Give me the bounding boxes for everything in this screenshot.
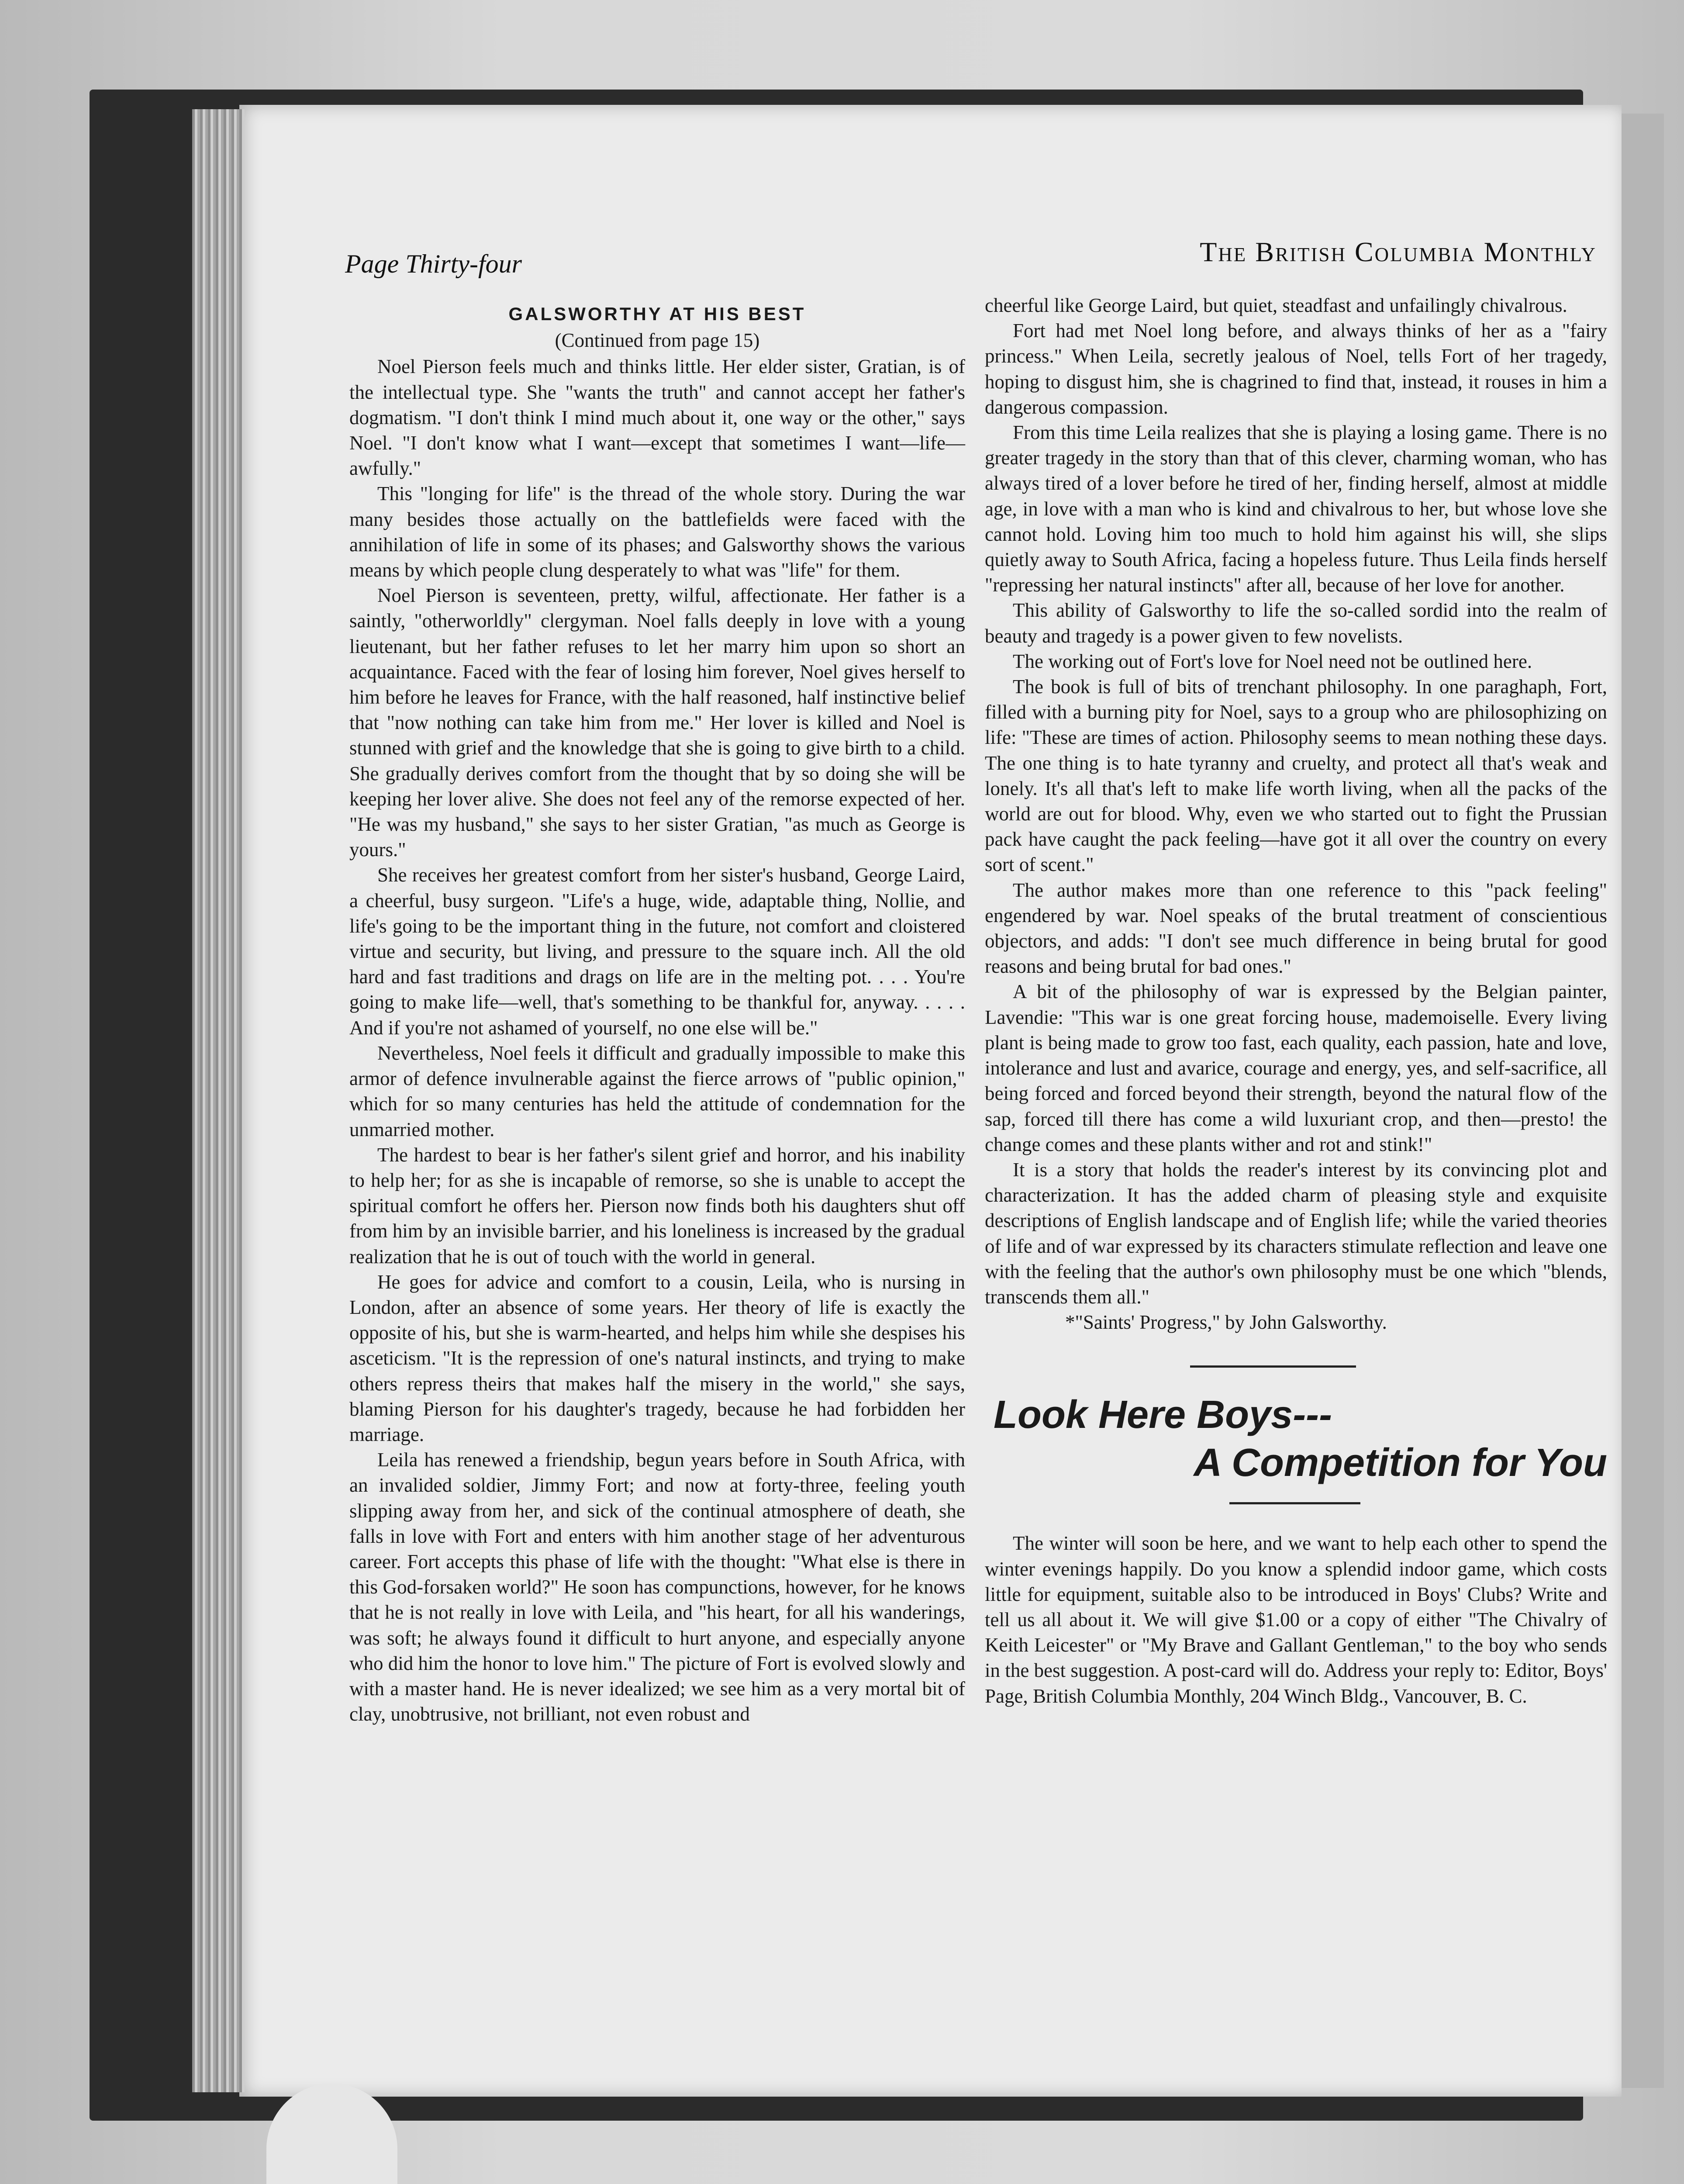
- paragraph: The author makes more than one reference to this "pack feeling" engendered by war. Noel speaks of the brutal treatment of conscientious objectors, and adds: "I don't see much difference in being brutal for good reasons and being brutal for bad ones.": [985, 879, 1607, 978]
- page-number-heading: Page Thirty-four: [345, 249, 522, 278]
- publication-title: The British Columbia Monthly: [1200, 236, 1597, 267]
- heading-underline: [1229, 1502, 1360, 1504]
- paragraph: A bit of the philosophy of war is expressed by the Belgian painter, Lavendie: "This war is one great forcing house, mademoiselle. Every living plant is being made to grow too fast, each quality, each passion, hate and love, intolerance and lust and avarice, courage and energy, yes, and self-sacrifice, all being forced and forced beyond their strength, beyond the natural flow of the sap, forced till there has come a wild luxuriant crop, and then—presto! the change comes and these plants wither and rot and stink!": [985, 981, 1607, 1155]
- paragraph-continuation: cheerful like George Laird, but quiet, steadfast and unfailingly chivalrous.: [985, 294, 1567, 316]
- paragraph: She receives her greatest comfort from her sister's husband, George Laird, a cheerful, busy surgeon. "Life's a huge, wide, adaptable thing, Nollie, and life's going to be the important thing in the future, not comfort and cloistered virtue and security, but living, and pressure to the square inch. All the old hard and fast traditions and drags on life are in the melting pot. . . . You're going to make life—well, that's something to be thankful for, anyway. . . . . And if you're not ashamed of yourself, no one else will be.": [349, 864, 965, 1039]
- paragraph: The working out of Fort's love for Noel need not be outlined here.: [1013, 650, 1532, 672]
- paragraph: This "longing for life" is the thread of the whole story. During the war many besides those actually on the battlefields were faced with the annihilation of life in some of its phases; and Galsworthy shows the various means by which people clung desperately to what was "life" for them.: [349, 483, 965, 581]
- competition-heading-line1: Look Here Boys---: [994, 1393, 1332, 1437]
- article-title: GALSWORTHY AT HIS BEST: [508, 304, 806, 324]
- paragraph: Leila has renewed a friendship, begun years before in South Africa, with an invalided soldier, Jimmy Fort; and now at forty-three, feeling youth slipping away from her, and sick of the continual atmosphere of death, she falls in love with Fort and enters with him another stage of her adventurous career. Fort accepts this phase of life with the thought: "What else is there in this God-forsaken world?" He soon has compunctions, however, for he knows that he is not really in love with Leila, and "his heart, for all his wanderings, was soft; he always found it difficult to hurt anyone, and especially anyone who did him the honor to love him." The picture of Fort is evolved slowly and with a master hand. He is never idealized; we see him as a very mortal bit of clay, unobtrusive, not brilliant, not even robust and: [349, 1449, 965, 1725]
- footnote: *"Saints' Progress," by John Galsworthy.: [1065, 1311, 1387, 1334]
- competition-body: The winter will soon be here, and we want to help each other to spend the winter evenings happily. Do you know a splendid indoor game, which costs little for equipment, suitable also to be introduced in Boys' Clubs? Write and tell us all about it. We will give $1.00 or a copy of either "The Chivalry of Keith Leicester" or "My Brave and Gallant Gentleman," to the boy who sends in the best suggestion. A post-card will do. Address your reply to: Editor, Boys' Page, British Columbia Monthly, 204 Winch Bldg., Vancouver, B. C.: [985, 1532, 1607, 1707]
- paragraph: Fort had met Noel long before, and always thinks of her as a "fairy princess." When Leila, secretly jealous of Noel, tells Fort of her tragedy, hoping to disgust him, she is chagrined to find that, instead, it rouses in him a dangerous compassion.: [985, 320, 1607, 418]
- continued-note: (Continued from page 15): [555, 329, 760, 352]
- competition-heading-line2: A Competition for You: [1194, 1441, 1607, 1485]
- page-edges: [192, 109, 245, 2092]
- paragraph: From this time Leila realizes that she is playing a losing game. There is no greater tragedy in the story than that of this clever, charming woman, who has always tired of a lover before he tired of her, finding herself, almost at middle age, in love with a man who is kind and chivalrous to her, but whose love she cannot hold. Loving him too much to hold him against his will, she slips quietly away to South Africa, facing a hopeless future. Thus Leila finds herself "repressing her natural instincts" after all, because of her love for another.: [985, 422, 1607, 596]
- paragraph: Noel Pierson feels much and thinks little. Her elder sister, Gratian, is of the intellectual type. She "wants the truth" and cannot accept her father's dogmatism. "I don't think I mind much about it, one way or the other," says Noel. "I don't know what I want—except that sometimes I want—life—awfully.": [349, 356, 965, 480]
- paragraph: The book is full of bits of trenchant philosophy. In one paraghaph, Fort, filled with a burning pity for Noel, says to a group who are philosophizing on life: "These are times of action. Philosophy seems to mean nothing these days. The one thing is to hate tyranny and cruelty, and protect all that's weak and lonely. It's all that's left to make life worth living, when all the packs of the world are out for blood. Why, even we who started out to fight the Prussian pack have caught the pack feeling—have got it all over the country on every sort of scent.": [985, 676, 1607, 876]
- right-column: [985, 293, 1607, 1709]
- paragraph: It is a story that holds the reader's interest by its convincing plot and characterization. It has the added charm of pleasing style and exquisite descriptions of English landscape and of English life; while the varied theories of life and of war expressed by its characters stimulate reflection and leave one with the feeling that the author's own philosophy must be one which "blends, transcends them all.": [985, 1158, 1607, 1308]
- paragraph: Nevertheless, Noel feels it difficult and gradually impossible to make this armor of defence invulnerable against the fierce arrows of "public opinion," which for so many centuries has held the attitude of condemnation for the unmarried mother.: [349, 1042, 965, 1140]
- paragraph: He goes for advice and comfort to a cousin, Leila, who is nursing in London, after an absence of some years. Her theory of life is exactly the opposite of his, but she is warm-hearted, and helps him while she despises his asceticism. "It is the repression of one's natural instincts, and trying to make others repress theirs that makes half the misery in the world," she says, blaming Pierson for his daughter's tragedy, because he had forbidden her marriage.: [349, 1271, 965, 1445]
- paragraph: The hardest to bear is her father's silent grief and horror, and his inability to help her; for as she is incapable of remorse, so she is unable to accept the spiritual comfort he offers her. Pierson now finds both his daughters shut off from him by an invisible barrier, and his loneliness is increased by the gradual realization that he is out of touch with the world in general.: [349, 1144, 965, 1268]
- facing-page-edge: [1616, 114, 1664, 2088]
- section-divider: [1190, 1365, 1356, 1368]
- left-column: [349, 297, 965, 1727]
- paragraph: This ability of Galsworthy to life the so-called sordid into the realm of beauty and tragedy is a power given to few novelists.: [985, 599, 1607, 647]
- paragraph: Noel Pierson is seventeen, pretty, wilful, affectionate. Her father is a saintly, "otherworldly" clergyman. Noel falls deeply in love with a young lieutenant, but her father refuses to let her marry him upon so short an acquaintance. Faced with the fear of losing him forever, Noel gives herself to him before he leaves for France, with the half reasoned, half instinctive belief that "now nothing can take him from me." Her lover is killed and Noel is stunned with grief and the knowledge that she is going to give birth to a child. She gradually derives comfort from the thought that by so doing she will be keeping her lover alive. She does not feel any of the remorse expected of her. "He was my husband," she says to her sister Gratian, "as much as George is yours.": [349, 584, 965, 861]
